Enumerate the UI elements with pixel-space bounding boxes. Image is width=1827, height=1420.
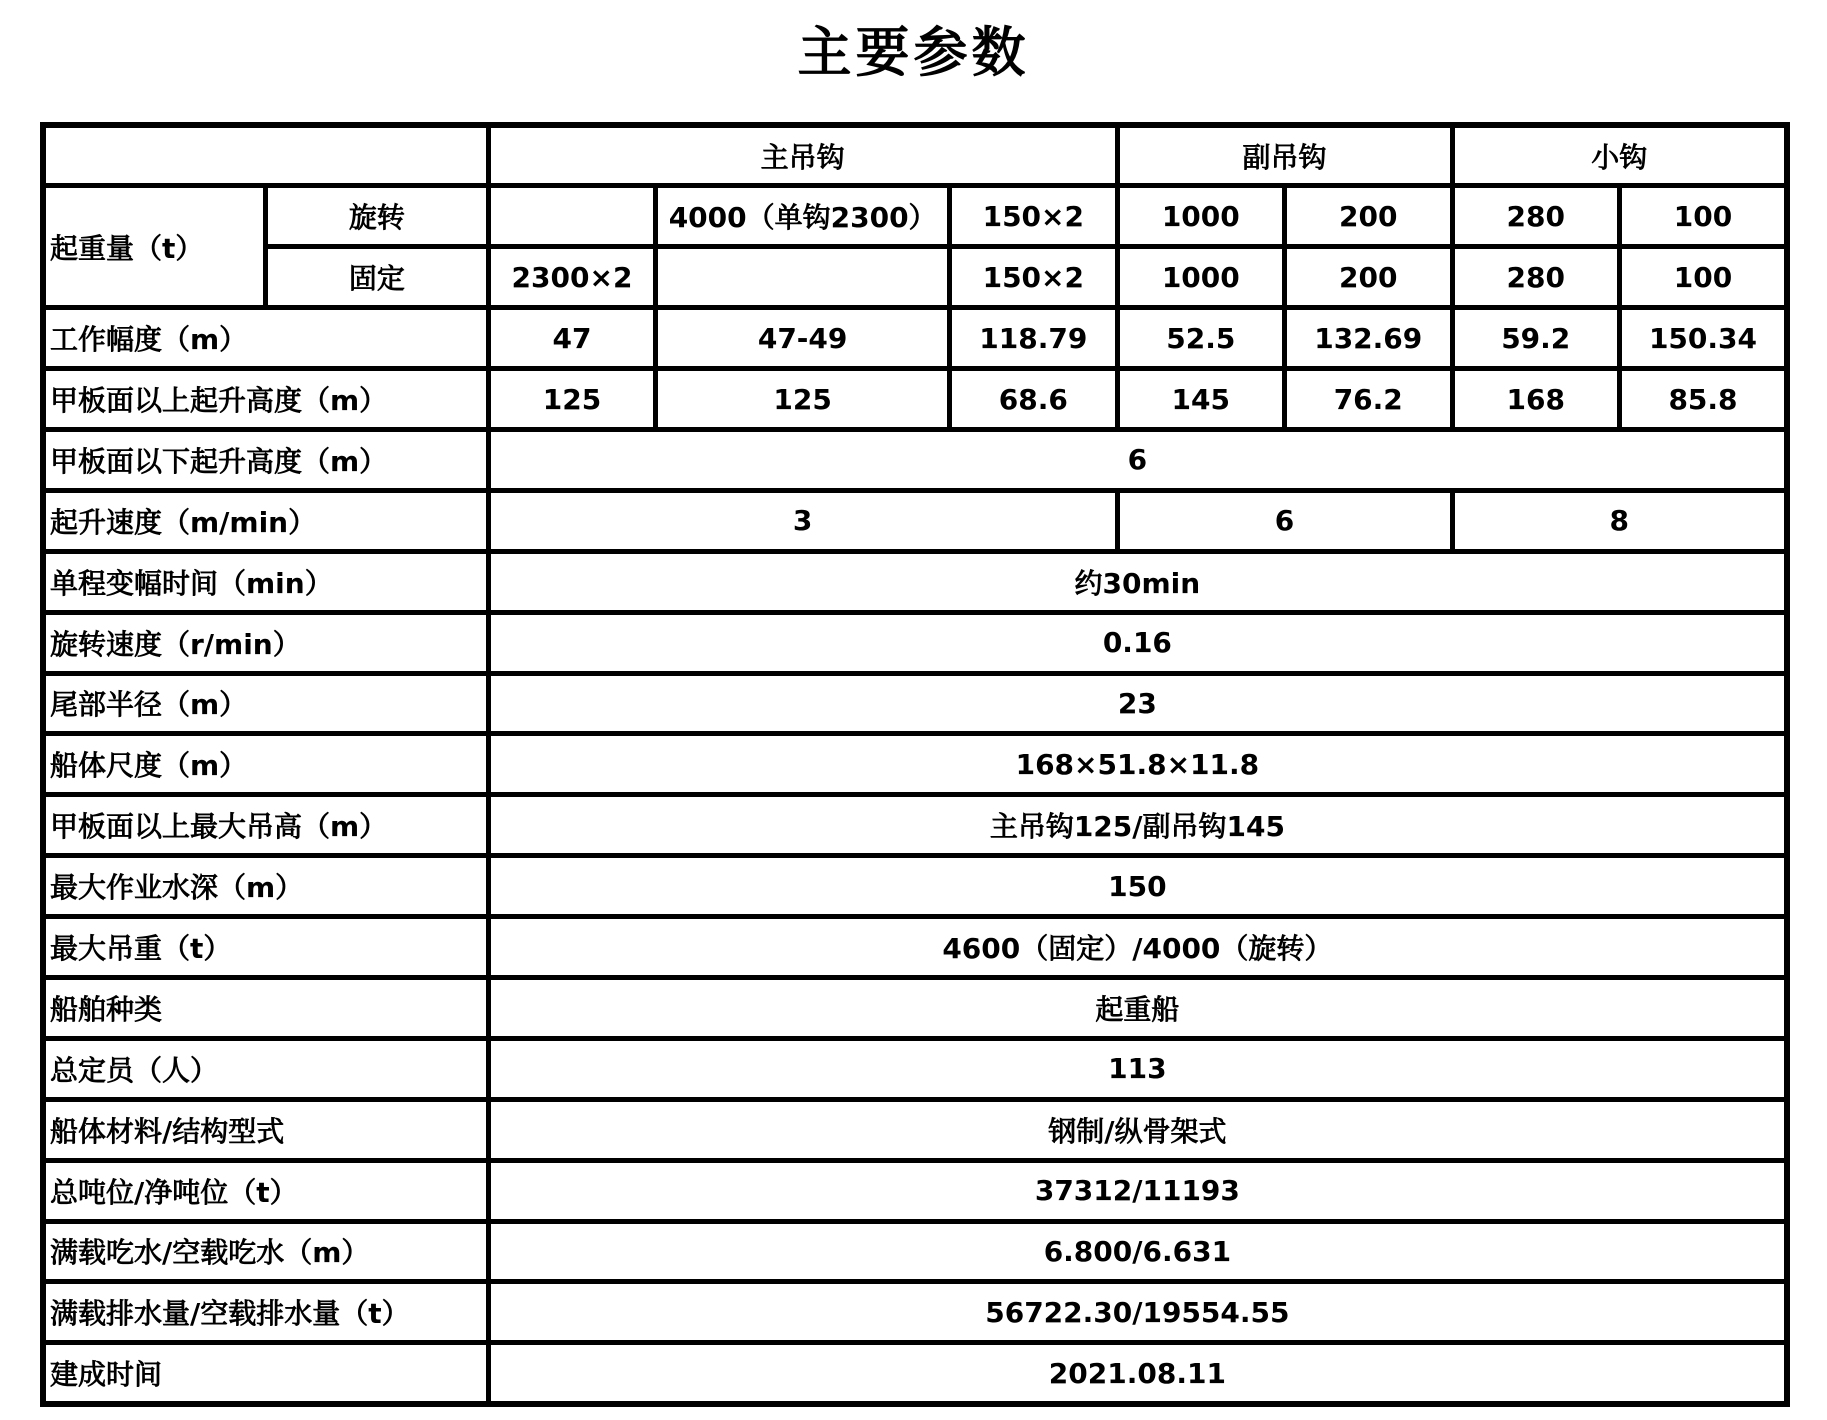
row-label: 最大作业水深（m）	[43, 856, 488, 917]
row-label: 满载排水量/空载排水量（t）	[43, 1282, 488, 1343]
header-aux-hook: 副吊钩	[1117, 125, 1452, 186]
table-cell: 6	[488, 429, 1787, 490]
header-small-hook: 小钩	[1452, 125, 1787, 186]
table-row	[43, 1343, 1787, 1404]
table-cell: 150.34	[1619, 308, 1787, 369]
table-cell	[488, 186, 655, 247]
header-main-hook: 主吊钩	[488, 125, 1117, 186]
table-cell: 200	[1285, 186, 1452, 247]
table-cell: 主吊钩125/副吊钩145	[488, 795, 1787, 856]
table-cell: 59.2	[1452, 308, 1619, 369]
row-label: 旋转速度（r/min）	[43, 612, 488, 673]
table-cell: 4600（固定）/4000（旋转）	[488, 917, 1787, 978]
row-label: 甲板面以上最大吊高（m）	[43, 795, 488, 856]
table-row	[43, 1282, 1787, 1343]
table-cell: 150×2	[950, 247, 1118, 308]
table-row	[43, 1038, 1787, 1099]
row-label: 船舶种类	[43, 977, 488, 1038]
table-row	[43, 429, 1787, 490]
table-row	[43, 551, 1787, 612]
table-cell: 钢制/纵骨架式	[488, 1099, 1787, 1160]
table-cell: 168×51.8×11.8	[488, 734, 1787, 795]
table-cell: 125	[656, 369, 950, 430]
table-cell: 132.69	[1285, 308, 1452, 369]
table-row	[43, 186, 1787, 247]
table-cell: 56722.30/19554.55	[488, 1282, 1787, 1343]
table-row	[43, 795, 1787, 856]
table-cell: 100	[1619, 247, 1787, 308]
table-cell: 47	[488, 308, 655, 369]
table-cell: 145	[1117, 369, 1284, 430]
page-title: 主要参数	[797, 21, 1030, 84]
row-label: 船体尺度（m）	[43, 734, 488, 795]
table-cell: 3	[488, 490, 1117, 551]
table-cell: 200	[1285, 247, 1452, 308]
row-label: 总定员（人）	[43, 1038, 488, 1099]
table-cell: 168	[1452, 369, 1619, 430]
table-cell: 6	[1117, 490, 1452, 551]
table-cell: 280	[1452, 186, 1619, 247]
lift-height-below-label: 甲板面以下起升高度（m）	[43, 429, 488, 490]
table-cell: 47-49	[656, 308, 950, 369]
table-row	[43, 1221, 1787, 1282]
table-row	[43, 247, 1787, 308]
table-header-row	[43, 125, 1787, 186]
table-cell: 37312/11193	[488, 1160, 1787, 1221]
header-blank-cell	[43, 125, 488, 186]
table-cell: 85.8	[1619, 369, 1787, 430]
table-cell: 150	[488, 856, 1787, 917]
working-radius-label: 工作幅度（m）	[43, 308, 488, 369]
table-row	[43, 1099, 1787, 1160]
table-cell: 118.79	[950, 308, 1118, 369]
table-row	[43, 369, 1787, 430]
table-cell: 6.800/6.631	[488, 1221, 1787, 1282]
table-row	[43, 490, 1787, 551]
lift-height-above-label: 甲板面以上起升高度（m）	[43, 369, 488, 430]
row-label: 最大吊重（t）	[43, 917, 488, 978]
fixed-label: 固定	[266, 247, 489, 308]
table-row	[43, 977, 1787, 1038]
lifting-capacity-label: 起重量（t）	[43, 186, 266, 308]
hoist-speed-label: 起升速度（m/min）	[43, 490, 488, 551]
table-cell: 125	[488, 369, 655, 430]
row-label: 建成时间	[43, 1343, 488, 1404]
table-row	[43, 612, 1787, 673]
table-row	[43, 308, 1787, 369]
table-row	[43, 1160, 1787, 1221]
table-row	[43, 856, 1787, 917]
table-cell: 约30min	[488, 551, 1787, 612]
rotating-label: 旋转	[266, 186, 489, 247]
table-row	[43, 917, 1787, 978]
table-cell: 68.6	[950, 369, 1118, 430]
table-cell: 4000（单钩2300）	[656, 186, 950, 247]
table-cell: 1000	[1117, 247, 1284, 308]
table-cell: 0.16	[488, 612, 1787, 673]
row-label: 船体材料/结构型式	[43, 1099, 488, 1160]
table-cell: 23	[488, 673, 1787, 734]
row-label: 总吨位/净吨位（t）	[43, 1160, 488, 1221]
table-row	[43, 734, 1787, 795]
table-cell: 8	[1452, 490, 1787, 551]
table-cell: 2300×2	[488, 247, 655, 308]
table-row	[43, 673, 1787, 734]
row-label: 单程变幅时间（min）	[43, 551, 488, 612]
table-cell: 280	[1452, 247, 1619, 308]
table-cell: 76.2	[1285, 369, 1452, 430]
row-label: 满载吃水/空载吃水（m）	[43, 1221, 488, 1282]
table-cell: 起重船	[488, 977, 1787, 1038]
table-cell: 150×2	[950, 186, 1118, 247]
table-cell: 113	[488, 1038, 1787, 1099]
specifications-table	[40, 122, 1790, 1407]
table-cell: 100	[1619, 186, 1787, 247]
row-label: 尾部半径（m）	[43, 673, 488, 734]
table-cell: 1000	[1117, 186, 1284, 247]
table-cell	[656, 247, 950, 308]
table-cell: 52.5	[1117, 308, 1284, 369]
table-cell: 2021.08.11	[488, 1343, 1787, 1404]
